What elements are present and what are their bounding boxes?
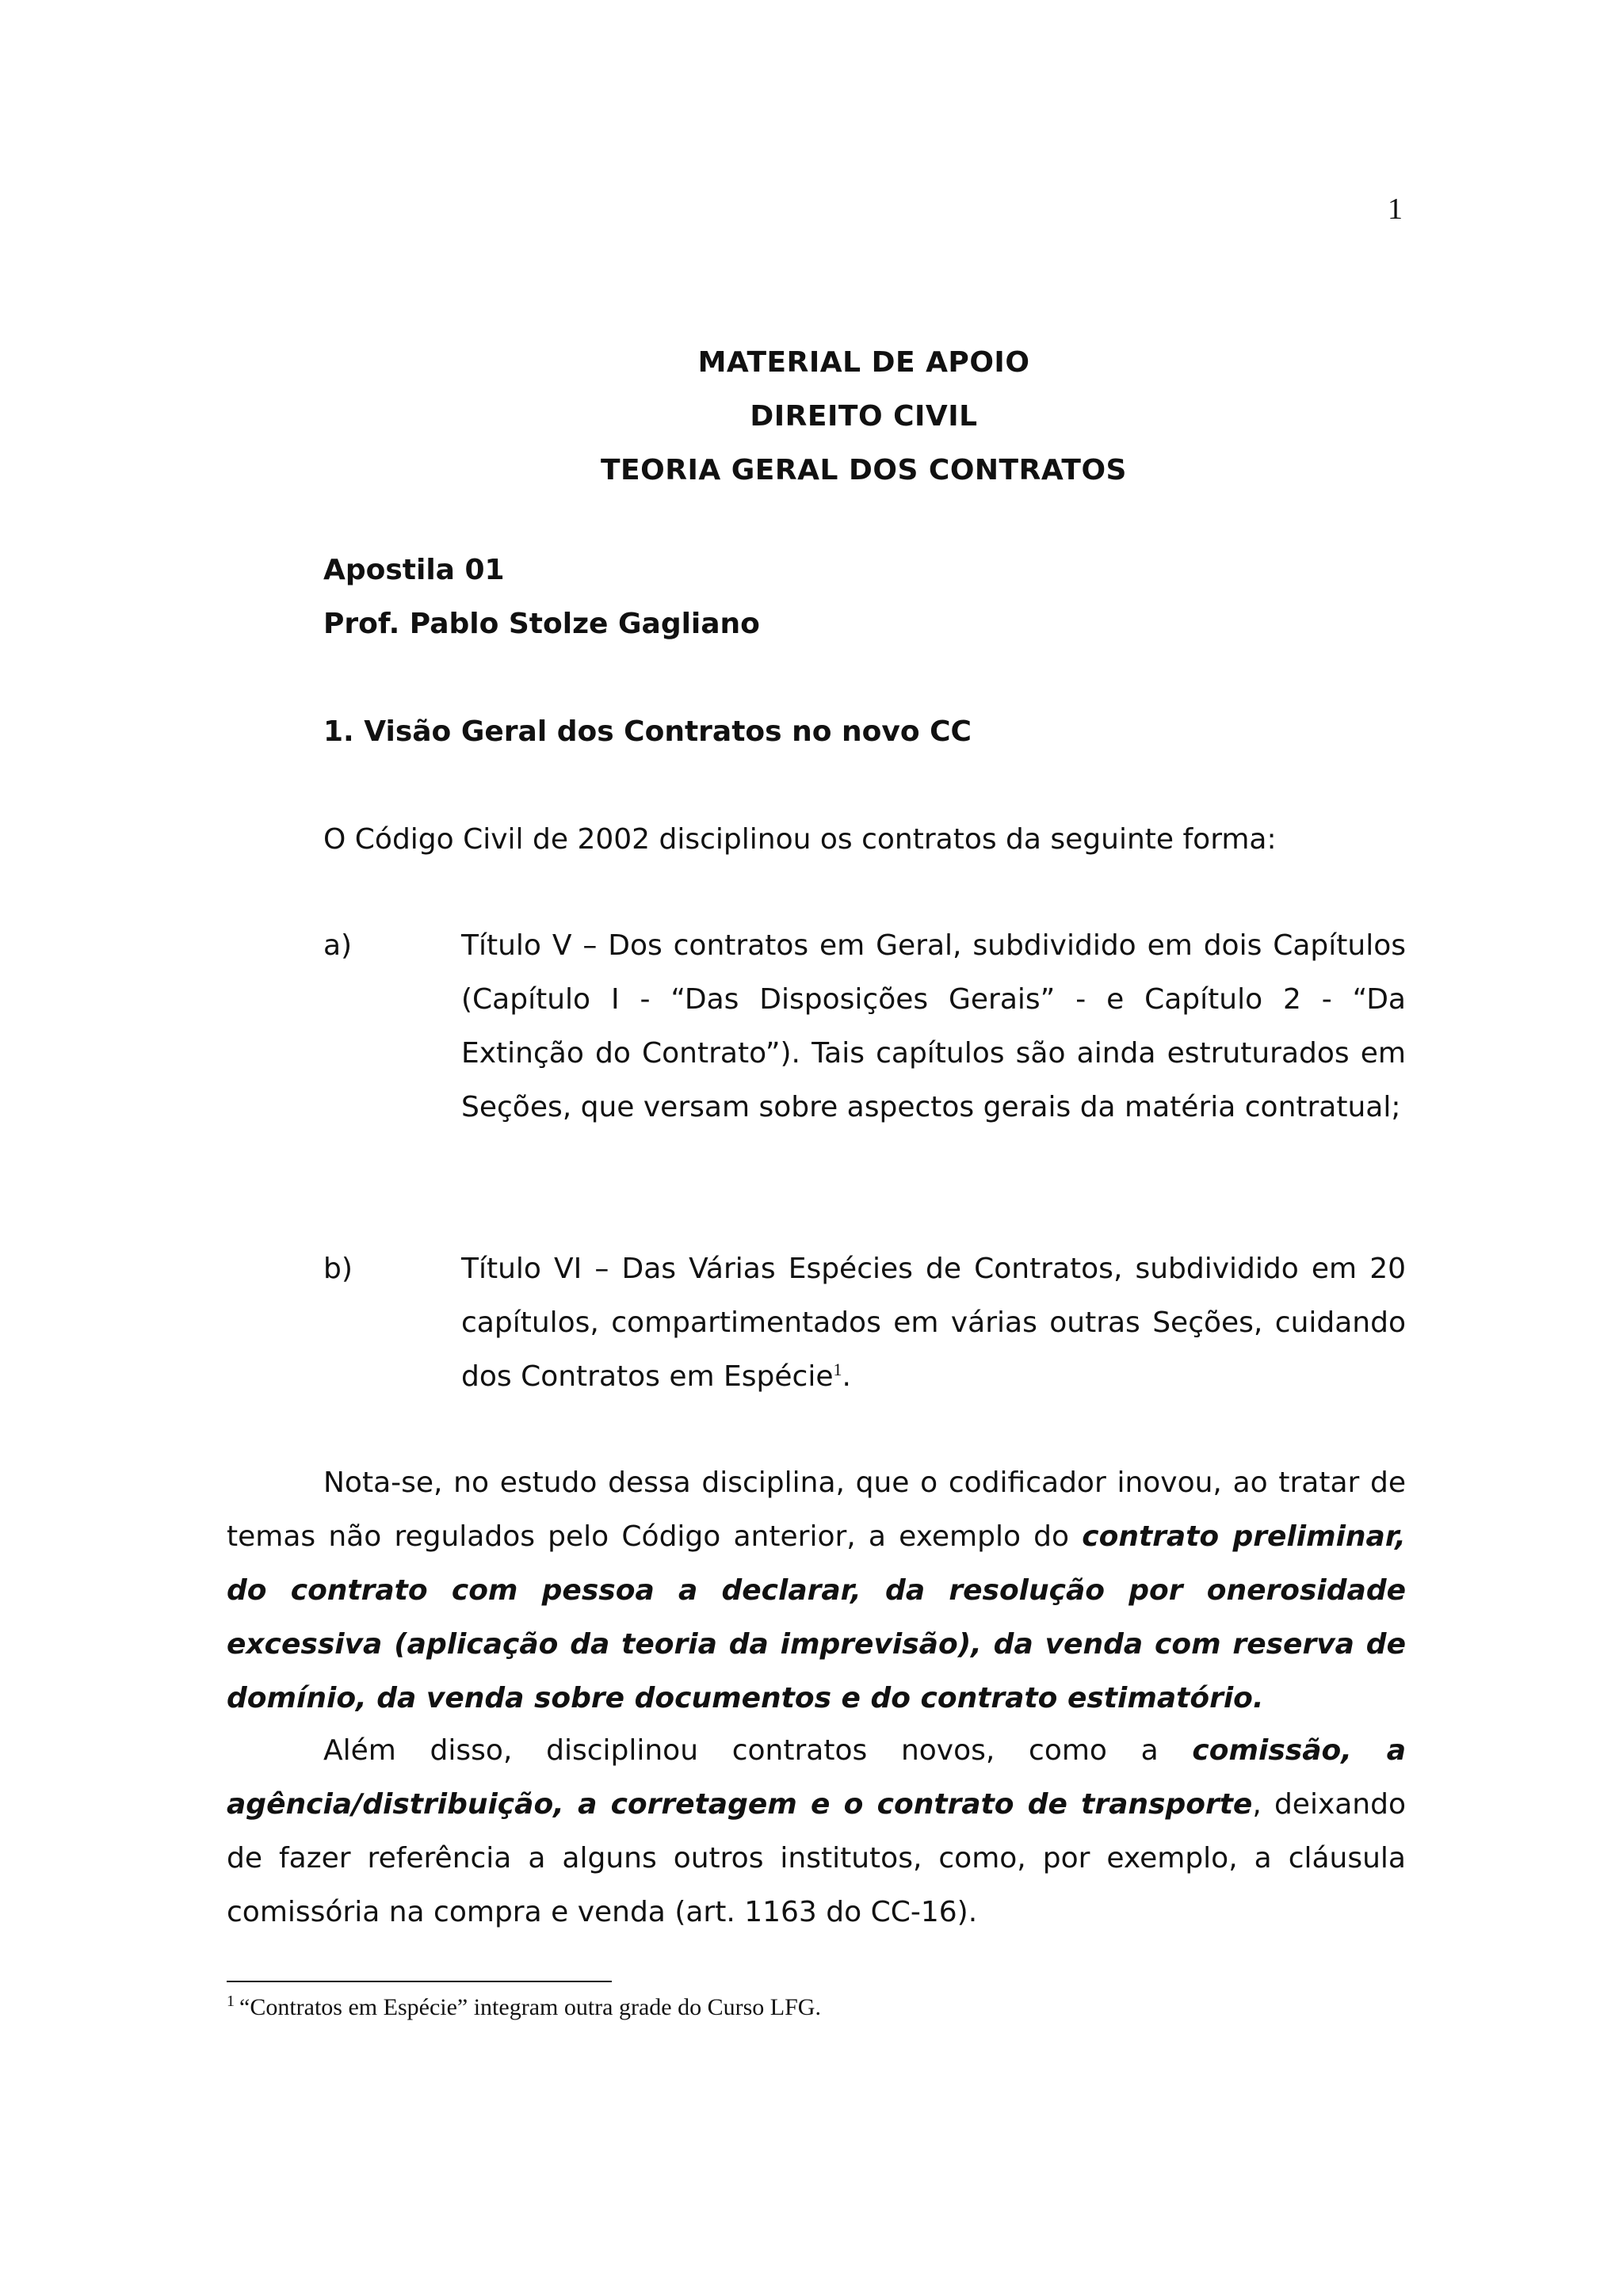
list-item-text — [461, 1242, 1406, 1404]
title-line-2: DIREITO CIVIL — [750, 400, 978, 433]
footnote-number: 1 — [227, 1993, 235, 2010]
title-line-3: TEORIA GERAL DOS CONTRATOS — [601, 454, 1127, 486]
list-item-text: Título V – Dos contratos em Geral, subdividido em dois Capítulos (Capítulo I - “Das Disposições Gerais” - e Capítulo 2 - “Da Extinção do Contrato”). Tais capítulos são ainda estruturados em Seções, que versam sobre aspectos gerais da matéria contratual; — [461, 929, 1406, 1123]
footnote-divider — [227, 1981, 612, 1982]
paragraph-lead: Além disso, disciplinou contratos novos, como a — [323, 1734, 1193, 1767]
paragraph-tail: , deixando de fazer referência a alguns outros institutos, como, por exemplo, a cláusula comissória na compra e venda (art. 1163 do CC-16). — [227, 1788, 1406, 1928]
list-marker: b) — [323, 1253, 353, 1285]
list-item-body: Título VI – Das Várias Espécies de Contratos, subdividido em 20 capítulos, compartimentados em várias outras Seções, cuidando dos Contratos em Espécie — [461, 1253, 1406, 1393]
handout-label: Apostila 01 — [323, 554, 505, 586]
handout-info — [323, 543, 760, 651]
footnote-text: “Contratos em Espécie” integram outra grade do Curso LFG. — [239, 1994, 821, 2020]
list-item-b — [323, 1242, 1406, 1404]
paragraph-emphasis: comissão, a agência/distribuição, a corretagem e o contrato de transporte — [227, 1734, 1406, 1821]
document-title — [0, 336, 1623, 498]
footnote-reference: 1 — [833, 1360, 842, 1379]
list-item-end: . — [842, 1360, 851, 1393]
paragraph-new-contracts — [227, 1724, 1406, 1939]
intro-sentence: O Código Civil de 2002 disciplinou os contratos da seguinte forma: — [323, 823, 1277, 856]
paragraph-innovations — [227, 1456, 1406, 1726]
list-item-a — [323, 919, 1406, 1135]
page-number: 1 — [1388, 193, 1403, 226]
title-line-1: MATERIAL DE APOIO — [697, 346, 1030, 379]
author-name: Prof. Pablo Stolze Gagliano — [323, 608, 760, 640]
list-marker: a) — [323, 929, 353, 962]
paragraph-lead: Nota-se, no estudo dessa disciplina, que o codificador inovou, ao tratar de temas não regulados pelo Código anterior, a exemplo do — [227, 1466, 1406, 1553]
footnote — [227, 1990, 821, 2025]
paragraph-emphasis: contrato preliminar, do contrato com pessoa a declarar, da resolução por onerosidade excessiva (aplicação da teoria da imprevisão), da venda com reserva de domínio, da venda sobre documentos e do contrato estimatório. — [227, 1520, 1406, 1714]
section-heading: 1. Visão Geral dos Contratos no novo CC — [323, 715, 972, 748]
